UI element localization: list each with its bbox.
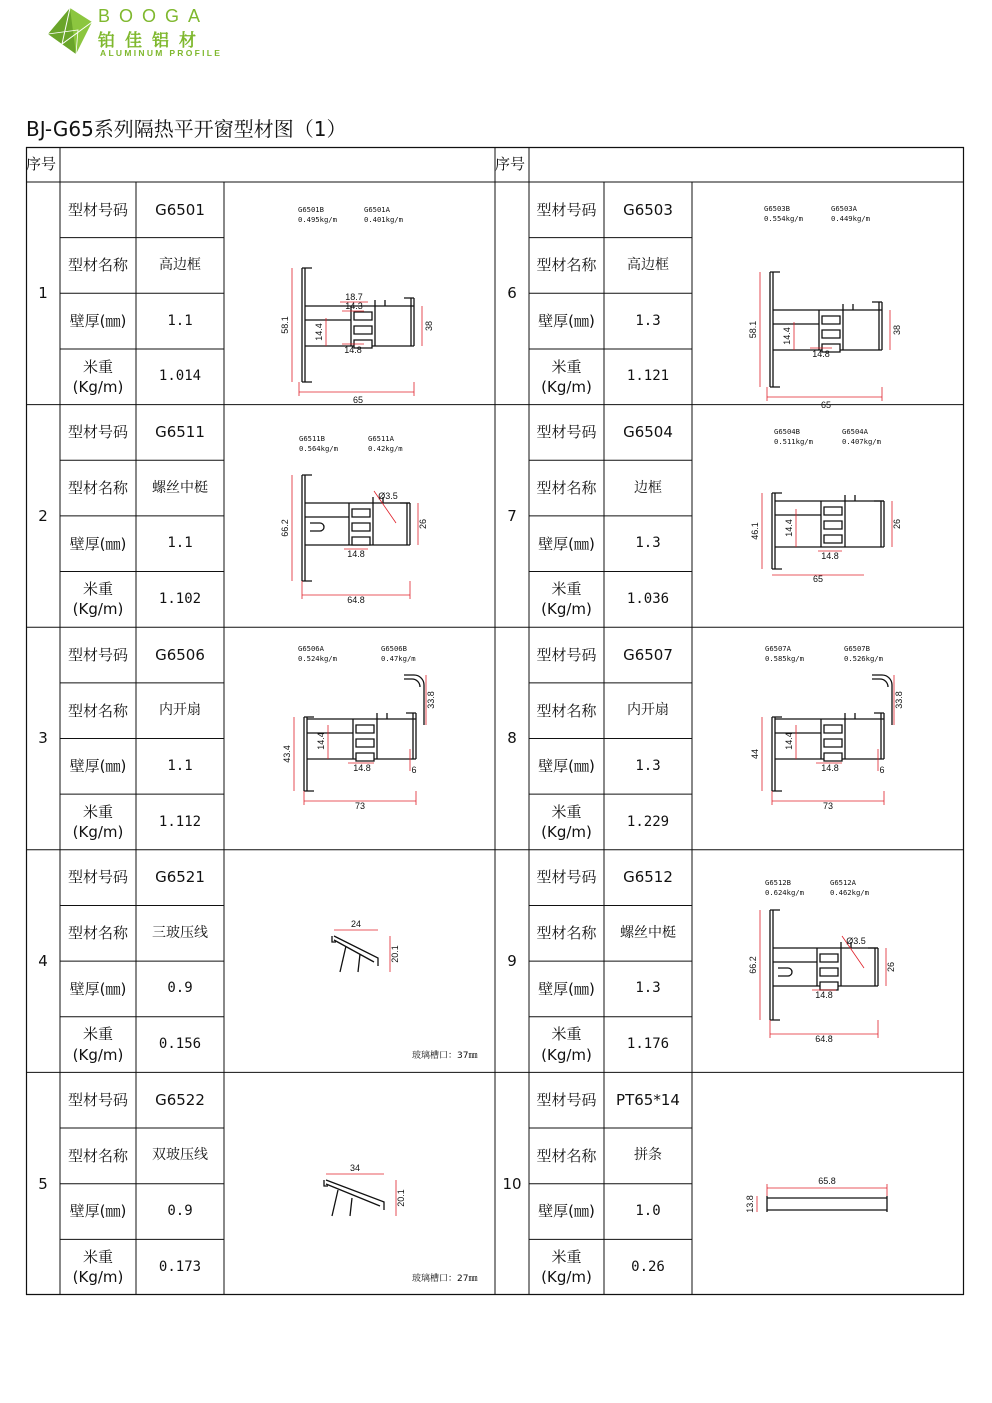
profile-drawing-2: [224, 405, 495, 628]
dimension-label: 26: [886, 961, 896, 972]
value-name: 螺丝中梃: [620, 924, 676, 941]
value-wall: 1.0: [635, 1203, 661, 1220]
dimension-label: 14.4: [782, 327, 792, 345]
profile-drawing-9: [692, 850, 964, 1073]
label-name: 型材名称: [536, 478, 597, 497]
dimension-label: 65: [820, 400, 832, 410]
label-weight: 米重 (Kg/m): [72, 1247, 124, 1287]
part-weight: 0.495kg/m: [298, 215, 337, 224]
dimension-label: 73: [354, 801, 366, 812]
label-wall: 壁厚(㎜): [538, 757, 595, 776]
value-code: G6503: [623, 200, 673, 219]
dimension-label: 13.8: [745, 1195, 755, 1214]
label-code: 型材号码: [67, 1091, 128, 1110]
dimension-label: 14.4: [784, 732, 794, 750]
row-number: 5: [38, 1174, 48, 1193]
brand-name-cn: 铂佳铝材: [98, 31, 206, 51]
dimension-label: 65: [352, 395, 364, 405]
label-code: 型材号码: [536, 645, 597, 664]
label-wall: 壁厚(㎜): [538, 979, 595, 998]
label-wall: 壁厚(㎜): [69, 1202, 127, 1221]
label-wall: 壁厚(㎜): [538, 1202, 595, 1221]
part-weight: 0.449kg/m: [831, 214, 870, 223]
part-code: G6504B: [774, 426, 800, 436]
dimension-label: 14.4: [784, 518, 794, 537]
label-name: 型材名称: [67, 701, 128, 720]
dimension-label: 14.8: [347, 548, 365, 559]
part-code: G6507B: [844, 644, 870, 654]
glass-slot-note: 玻璃槽口：37㎜: [412, 1051, 478, 1062]
value-wall: 1.3: [635, 535, 661, 552]
value-weight: 1.112: [158, 813, 202, 830]
profile-drawing-5: [224, 1072, 495, 1295]
label-code: 型材号码: [67, 868, 128, 887]
label-code: 型材号码: [67, 645, 128, 664]
value-name: 内开扇: [627, 702, 669, 719]
label-name: 型材名称: [536, 1146, 597, 1165]
label-weight: 米重 (Kg/m): [72, 1025, 124, 1064]
value-code: G6507: [623, 645, 673, 664]
value-name: 高边框: [627, 257, 669, 274]
part-weight: 0.407kg/m: [842, 436, 881, 446]
profile-table: [26, 147, 964, 1295]
dimension-label: 58.1: [280, 316, 290, 334]
value-code: G6504: [623, 423, 673, 442]
dimension-label: 14.4: [314, 323, 324, 341]
part-weight: 0.524kg/m: [298, 654, 337, 664]
part-weight: 0.47kg/m: [381, 654, 416, 664]
row-number: 3: [38, 729, 48, 748]
dimension-label: 20.1: [396, 1189, 406, 1208]
label-name: 型材名称: [67, 924, 128, 943]
dimension-label: 14.3: [345, 301, 363, 311]
value-weight: 0.156: [158, 1036, 202, 1053]
value-wall: 0.9: [167, 980, 193, 997]
label-wall: 壁厚(㎜): [69, 534, 127, 553]
profile-drawing-3: [224, 627, 495, 850]
label-weight: 米重 (Kg/m): [72, 802, 124, 841]
dimension-label: 18.7: [345, 292, 363, 302]
value-name: 边框: [634, 479, 662, 496]
value-weight: 1.229: [626, 813, 670, 830]
part-weight: 0.624kg/m: [765, 887, 804, 897]
part-weight: 0.401kg/m: [364, 215, 403, 224]
value-wall: 1.1: [167, 757, 193, 774]
value-wall: 1.1: [167, 312, 193, 329]
row-number: 4: [38, 951, 48, 970]
part-code: G6511B: [299, 433, 325, 443]
part-code: G6512B: [765, 877, 791, 887]
dimension-label: 26: [418, 518, 428, 529]
profile-drawing-10: [692, 1072, 964, 1295]
dimension-label: 26: [892, 518, 902, 529]
value-name: 双玻压线: [152, 1147, 208, 1164]
label-wall: 壁厚(㎜): [69, 979, 127, 998]
dimension-label: Ø3.5: [846, 935, 866, 946]
profile-drawing-1: [224, 182, 495, 405]
header-seq-left: 序号: [26, 155, 57, 174]
dimension-label: 14.8: [821, 763, 839, 774]
logo-mark-icon: [48, 8, 92, 54]
value-weight: 1.121: [626, 368, 670, 385]
row-number: 7: [507, 506, 517, 525]
value-weight: 1.014: [158, 368, 202, 385]
dimension-label: 14.8: [353, 763, 371, 774]
value-name: 内开扇: [159, 702, 201, 719]
value-code: G6506: [155, 645, 205, 664]
label-code: 型材号码: [67, 200, 128, 219]
label-weight: 米重 (Kg/m): [541, 580, 592, 619]
row-number: 2: [38, 506, 48, 525]
brand-name: BOOGA: [98, 6, 210, 26]
value-code: G6511: [155, 423, 205, 442]
value-code: PT65*14: [616, 1091, 680, 1110]
value-weight: 1.176: [626, 1036, 670, 1053]
label-code: 型材号码: [536, 868, 597, 887]
dimension-label: 43.4: [282, 745, 292, 763]
profile-drawing-8: [692, 627, 964, 850]
part-code: G6501B: [298, 205, 324, 214]
profile-drawing-4: [224, 850, 495, 1073]
dimension-label: Ø3.5: [378, 490, 398, 501]
dimension-label: 73: [822, 801, 834, 812]
part-weight: 0.462kg/m: [830, 887, 869, 897]
dimension-label: 14.4: [316, 732, 326, 750]
part-weight: 0.554kg/m: [764, 214, 803, 223]
glass-slot-note: 玻璃槽口：27㎜: [412, 1274, 478, 1284]
label-wall: 壁厚(㎜): [538, 534, 595, 553]
part-weight: 0.526kg/m: [844, 654, 883, 664]
part-weight: 0.511kg/m: [774, 436, 813, 446]
value-name: 拼条: [634, 1147, 662, 1164]
profile-drawing-6: [692, 182, 964, 410]
dimension-label: 14.8: [344, 345, 362, 355]
dimension-label: 58.1: [748, 320, 758, 339]
header-seq-right: 序号: [495, 155, 526, 174]
value-wall: 0.9: [167, 1203, 193, 1220]
value-code: G6512: [623, 868, 673, 887]
part-code: G6507A: [765, 644, 791, 654]
row-number: 10: [502, 1174, 522, 1193]
label-name: 型材名称: [536, 701, 597, 720]
label-wall: 壁厚(㎜): [69, 757, 127, 776]
value-weight: 1.102: [158, 590, 202, 607]
dimension-label: 14.8: [815, 989, 833, 1000]
value-wall: 1.1: [167, 535, 193, 552]
dimension-label: 64.8: [815, 1033, 833, 1044]
part-weight: 0.564kg/m: [299, 443, 338, 453]
dimension-label: 34: [349, 1163, 361, 1174]
label-name: 型材名称: [67, 478, 128, 497]
dimension-label: 38: [424, 320, 434, 332]
dimension-label: 64.8: [347, 594, 365, 605]
part-weight: 0.42kg/m: [368, 443, 403, 453]
row-number: 6: [507, 284, 517, 303]
dimension-label: 46.1: [750, 521, 760, 540]
value-code: G6522: [155, 1091, 205, 1110]
value-weight: 1.036: [626, 590, 670, 607]
row-number: 1: [38, 284, 48, 303]
label-name: 型材名称: [536, 256, 597, 275]
dimension-label: 14.8: [821, 550, 839, 561]
part-weight: 0.585kg/m: [765, 654, 804, 664]
label-wall: 壁厚(㎜): [538, 311, 595, 330]
value-wall: 1.3: [635, 757, 661, 774]
label-weight: 米重 (Kg/m): [541, 1025, 592, 1064]
part-code: G6506A: [298, 644, 324, 654]
label-weight: 米重 (Kg/m): [541, 357, 592, 396]
dimension-label: 6: [879, 765, 885, 776]
part-code: G6511A: [368, 433, 394, 443]
profile-drawing-7: [692, 405, 964, 628]
label-weight: 米重 (Kg/m): [72, 357, 124, 396]
label-name: 型材名称: [67, 256, 128, 275]
value-weight: 0.26: [631, 1258, 665, 1275]
brand-tagline: ALUMINUM PROFILE: [100, 48, 223, 58]
dimension-label: 66.2: [280, 518, 290, 537]
part-code: G6512A: [830, 877, 856, 887]
label-code: 型材号码: [536, 200, 597, 219]
label-weight: 米重 (Kg/m): [72, 580, 124, 619]
part-code: G6506B: [381, 644, 407, 654]
dimension-label: 20.1: [390, 945, 400, 963]
dimension-label: 65: [812, 573, 824, 584]
value-name: 三玻压线: [152, 924, 208, 941]
dimension-label: 24: [350, 918, 362, 929]
brand-logo: [48, 4, 288, 60]
dimension-label: 6: [411, 765, 417, 776]
part-code: G6504A: [842, 426, 868, 436]
dimension-label: 33.8: [426, 691, 436, 709]
dimension-label: 38: [892, 324, 902, 336]
value-name: 高边框: [159, 257, 201, 274]
dimension-label: 14.8: [812, 349, 830, 359]
label-name: 型材名称: [536, 924, 597, 943]
dimension-label: 65.8: [818, 1176, 836, 1187]
part-code: G6503A: [831, 204, 857, 213]
part-code: G6503B: [764, 204, 790, 213]
page-title: BJ-G65系列隔热平开窗型材图（1）: [26, 117, 347, 141]
label-wall: 壁厚(㎜): [69, 311, 127, 330]
row-number: 9: [507, 951, 517, 970]
label-code: 型材号码: [67, 423, 128, 442]
value-code: G6521: [155, 868, 205, 887]
row-number: 8: [507, 729, 517, 748]
value-wall: 1.3: [635, 312, 661, 329]
value-code: G6501: [155, 200, 205, 219]
label-code: 型材号码: [536, 1091, 597, 1110]
value-name: 螺丝中梃: [152, 479, 208, 496]
value-weight: 0.173: [158, 1258, 202, 1275]
dimension-label: 66.2: [748, 956, 758, 974]
value-wall: 1.3: [635, 980, 661, 997]
dimension-label: 33.8: [894, 691, 904, 709]
label-code: 型材号码: [536, 423, 597, 442]
label-name: 型材名称: [67, 1146, 128, 1165]
label-weight: 米重 (Kg/m): [541, 1247, 592, 1287]
part-code: G6501A: [364, 205, 390, 214]
dimension-label: 44: [750, 749, 760, 760]
label-weight: 米重 (Kg/m): [541, 802, 592, 841]
